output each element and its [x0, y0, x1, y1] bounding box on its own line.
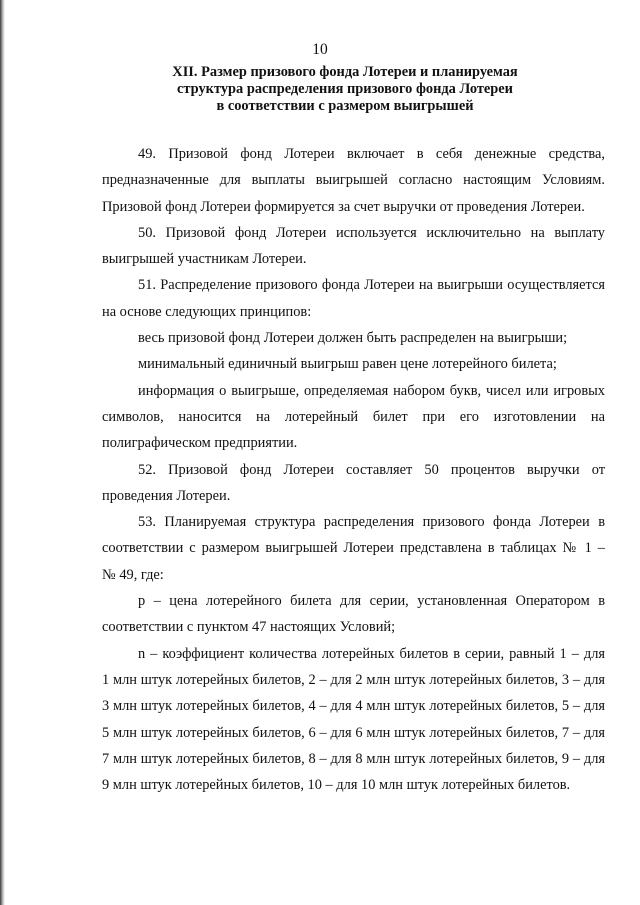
paragraph-line: n – коэффициент количества лотерейных билетов в серии, равный 1 – для — [138, 645, 606, 662]
paragraph-line: информация о выигрыше, определяемая набором букв, чисел или игровых — [138, 382, 605, 399]
scan-edge-shadow — [0, 0, 5, 905]
paragraph-51-principle-c — [102, 378, 605, 457]
paragraph-line: проведения Лотереи. — [102, 487, 231, 504]
paragraph-line: p – цена лотерейного билета для серии, установленная Оператором в — [138, 593, 605, 610]
paragraph-51 — [102, 272, 605, 325]
paragraph-line: 52. Призовой фонд Лотереи составляет 50 процентов выручки от — [138, 461, 605, 478]
paragraph-line: 3 млн штук лотерейных билетов, 4 – для 4 млн штук лотерейных билетов, 5 – для — [102, 698, 605, 715]
paragraph-line: соответствии с пунктом 47 настоящих Условий; — [102, 619, 396, 636]
paragraph-line: 50. Призовой фонд Лотереи используется исключительно на выплату — [138, 224, 605, 241]
paragraph-53-definition-p — [102, 588, 605, 641]
paragraph-line: № 49, где: — [102, 566, 164, 583]
paragraph-52 — [102, 457, 605, 510]
paragraph-line: минимальный единичный выигрыш равен цене лотерейного билета; — [138, 356, 557, 373]
section-heading — [0, 64, 640, 115]
paragraph-50 — [102, 220, 605, 273]
paragraph-line: 49. Призовой фонд Лотереи включает в себя денежные средства, — [138, 146, 605, 162]
paragraph-line: 9 млн штук лотерейных билетов, 10 – для 10 млн штук лотерейных билетов. — [102, 777, 571, 794]
paragraph-line: на основе следующих принципов: — [102, 303, 312, 320]
paragraph-51-principle-b — [102, 351, 605, 377]
paragraph-line: 5 млн штук лотерейных билетов, 6 – для 6 млн штук лотерейных билетов, 7 – для — [102, 724, 605, 741]
paragraph-line: полиграфическом предприятии. — [102, 435, 298, 452]
section-heading-line-1: XII. Размер призового фонда Лотереи и планируемая — [172, 64, 518, 80]
section-heading-line-3: в соответствии с размером выигрышей — [216, 98, 474, 114]
paragraph-line: символов, наносится на лотерейный билет при его изготовлении на — [102, 408, 605, 425]
paragraph-49 — [102, 141, 605, 220]
paragraph-line: выигрышей участникам Лотереи. — [102, 251, 307, 268]
document-body — [102, 141, 605, 798]
paragraph-line: 53. Планируемая структура распределения призового фонда Лотереи в — [138, 514, 605, 531]
paragraph-line: весь призовой фонд Лотереи должен быть распределен на выигрыши; — [138, 330, 568, 347]
paragraph-53 — [102, 509, 605, 588]
paragraph-53-definition-n — [102, 641, 605, 799]
paragraph-line: 7 млн штук лотерейных билетов, 8 – для 8 млн штук лотерейных билетов, 9 – для — [102, 750, 605, 767]
paragraph-line: 51. Распределение призового фонда Лотереи на выигрыши осуществляется — [138, 277, 605, 294]
paragraph-51-principle-a — [102, 325, 605, 351]
section-heading-line-2: структура распределения призового фонда Лотереи — [177, 81, 513, 97]
paragraph-line: 1 млн штук лотерейных билетов, 2 – для 2 млн штук лотерейных билетов, 3 – для — [102, 671, 605, 688]
page-number: 10 — [312, 41, 328, 58]
paragraph-line: Призовой фонд Лотереи формируется за счет выручки от проведения Лотереи. — [102, 198, 585, 215]
paragraph-line: предназначенные для выплаты выигрышей согласно настоящим Условиям. — [102, 172, 605, 189]
paragraph-line: соответствии с размером выигрышей Лотереи представлена в таблицах № 1 – — [102, 540, 605, 557]
